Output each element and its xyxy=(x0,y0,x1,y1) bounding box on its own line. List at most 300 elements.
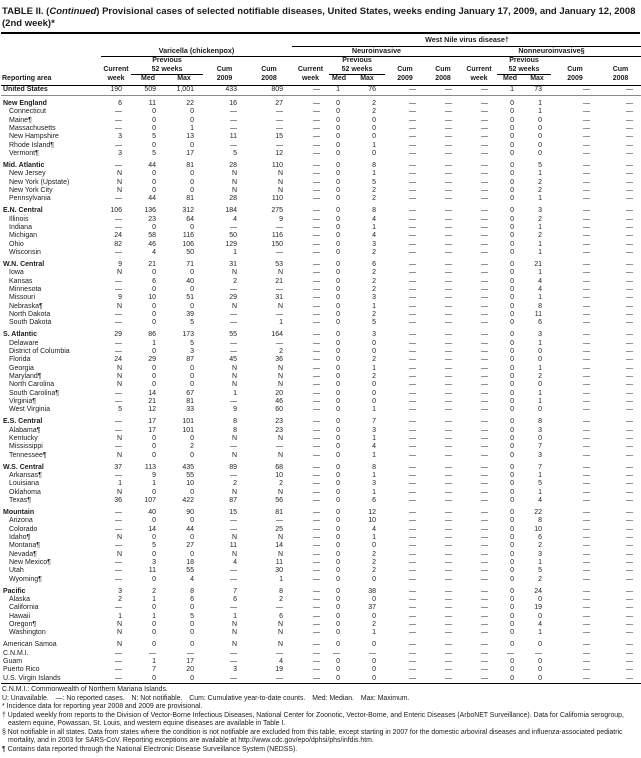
value-cell: 9 xyxy=(233,406,237,414)
value-cell: 0 xyxy=(336,550,340,558)
value-cell: — xyxy=(409,649,416,657)
table-row xyxy=(1,365,641,373)
footnote-legend: U: Unavailable. —: No reported cases. N: Not notifiable. Cum: Cumulative year-to-date counts. Med: Median. Max: Maximum. xyxy=(2,694,410,702)
value-cell: 0 xyxy=(336,347,340,355)
value-cell: 1 xyxy=(152,480,156,488)
value-cell: — xyxy=(409,443,416,451)
reporting-area-cell: Montana¶ xyxy=(9,542,41,550)
table-row xyxy=(1,257,641,269)
value-cell: — xyxy=(626,195,634,203)
value-cell: 0 xyxy=(190,186,194,194)
cum-2008-label: 2008 xyxy=(425,75,461,86)
value-cell: — xyxy=(313,641,320,649)
value-cell: — xyxy=(583,575,590,583)
value-cell: — xyxy=(409,612,416,620)
value-cell: 0 xyxy=(152,141,156,149)
value-cell: 0 xyxy=(510,150,514,157)
value-cell: — xyxy=(445,657,452,665)
value-cell: — xyxy=(313,595,320,603)
reporting-area-cell: Kentucky xyxy=(9,434,38,442)
value-cell: 1 xyxy=(538,471,542,479)
value-cell: — xyxy=(445,649,452,657)
value-cell: — xyxy=(115,508,122,516)
value-cell: 0 xyxy=(538,674,542,682)
value-cell: 9 xyxy=(118,260,122,268)
value-cell: 4 xyxy=(372,443,376,451)
value-cell: — xyxy=(583,186,590,194)
value-cell: N xyxy=(116,372,122,380)
footnote-section: § Not notifiable in all states. Data from states where the condition is not notifiable are excluded from this table, except starting in 2007 for the domestic arboviral diseases and influenza-associated pediatric mortality, and in 2003 for SARS-CoV. Reporting exceptions are available at http://www.cdc.gov/epo/dphsi/phs/infdis.htm. xyxy=(2,728,623,745)
value-cell: — xyxy=(313,587,320,595)
value-cell: 422 xyxy=(182,496,194,504)
value-cell: N xyxy=(116,488,122,496)
value-cell: — xyxy=(626,666,634,674)
value-cell: — xyxy=(313,347,320,355)
value-cell: — xyxy=(583,418,590,426)
value-cell: 51 xyxy=(186,294,194,302)
value-cell: 0 xyxy=(510,426,514,434)
value-cell: — xyxy=(445,426,452,434)
value-cell: — xyxy=(626,277,634,285)
value-cell: 0 xyxy=(336,150,340,157)
week-label: week xyxy=(101,75,131,86)
table-row xyxy=(1,179,641,187)
value-cell: — xyxy=(481,372,488,380)
value-cell: 0 xyxy=(190,434,194,442)
value-cell: 0 xyxy=(336,319,340,327)
value-cell: — xyxy=(583,587,590,595)
value-cell: — xyxy=(626,356,634,364)
value-cell: 0 xyxy=(152,488,156,496)
week-label: week xyxy=(461,75,497,86)
value-cell: — xyxy=(626,285,634,293)
value-cell: — xyxy=(481,443,488,451)
value-cell: — xyxy=(313,463,320,471)
reporting-area-cell: Pennsylvania xyxy=(9,195,51,203)
value-cell: — xyxy=(626,347,634,355)
reporting-area-cell: S. Atlantic xyxy=(3,331,37,339)
value-cell: — xyxy=(313,480,320,488)
value-cell: — xyxy=(583,285,590,293)
table-row xyxy=(1,269,641,277)
value-cell: — xyxy=(409,381,416,389)
value-cell: — xyxy=(115,575,122,583)
value-cell: — xyxy=(445,620,452,628)
value-cell: 2 xyxy=(372,567,376,575)
value-cell: — xyxy=(583,434,590,442)
value-cell: — xyxy=(313,406,320,414)
value-cell: 40 xyxy=(186,277,194,285)
value-cell: 0 xyxy=(336,170,340,178)
value-cell: N xyxy=(231,302,237,310)
value-cell: 150 xyxy=(271,240,283,248)
value-cell: N xyxy=(231,178,237,186)
value-cell: — xyxy=(276,443,283,451)
value-cell: 3 xyxy=(118,150,122,157)
value-cell: 0 xyxy=(372,641,376,649)
value-cell: 3 xyxy=(372,331,376,339)
value-cell: 0 xyxy=(510,319,514,327)
value-cell: 0 xyxy=(190,269,194,277)
value-cell: 0 xyxy=(372,575,376,583)
col-group-west-nile: West Nile virus disease† xyxy=(292,34,641,46)
value-cell: 3 xyxy=(372,240,376,248)
value-cell: 10 xyxy=(148,294,156,302)
value-cell: — xyxy=(481,418,488,426)
value-cell: N xyxy=(277,381,283,389)
value-cell: 0 xyxy=(152,550,156,558)
reporting-area-cell: Vermont¶ xyxy=(9,150,39,157)
value-cell: — xyxy=(583,389,590,397)
table-row xyxy=(1,86,641,96)
value-cell: 4 xyxy=(152,248,156,256)
value-cell: 0 xyxy=(336,223,340,231)
value-cell: — xyxy=(626,463,634,471)
value-cell: 3 xyxy=(118,587,122,595)
value-cell: — xyxy=(409,604,416,612)
value-cell: 4 xyxy=(233,558,237,566)
value-cell: 1 xyxy=(152,595,156,603)
table-row xyxy=(1,142,641,150)
value-cell: 0 xyxy=(372,666,376,674)
value-cell: — xyxy=(409,517,416,525)
value-cell: 0 xyxy=(510,517,514,525)
value-cell: 0 xyxy=(152,116,156,124)
value-cell: — xyxy=(583,381,590,389)
footnote-pilcrow: ¶ Contains data reported through the National Electronic Disease Surveillance System (NEDSS). xyxy=(2,745,298,753)
value-cell: 0 xyxy=(190,620,194,628)
value-cell: — xyxy=(409,170,416,178)
value-cell: — xyxy=(409,232,416,240)
value-cell: 0 xyxy=(538,406,542,414)
value-cell: 0 xyxy=(372,612,376,620)
value-cell: — xyxy=(409,550,416,558)
table-row xyxy=(1,204,641,216)
value-cell: 3 xyxy=(372,480,376,488)
value-cell: 28 xyxy=(229,195,237,203)
reporting-area-cell: Idaho¶ xyxy=(9,533,31,541)
value-cell: — xyxy=(276,649,283,657)
value-cell: — xyxy=(481,612,488,620)
value-cell: 0 xyxy=(510,674,514,682)
value-cell: 21 xyxy=(275,277,283,285)
value-cell: 2 xyxy=(372,285,376,293)
value-cell: 0 xyxy=(372,116,376,124)
reporting-area-cell: Minnesota xyxy=(9,285,42,293)
value-cell: 0 xyxy=(190,604,194,612)
value-cell: 82 xyxy=(114,240,122,248)
value-cell: 0 xyxy=(372,150,376,157)
value-cell: — xyxy=(583,223,590,231)
value-cell: 2 xyxy=(279,595,283,603)
value-cell: 0 xyxy=(510,207,514,215)
value-cell: — xyxy=(445,260,452,268)
value-cell: 31 xyxy=(275,294,283,302)
value-cell: — xyxy=(583,612,590,620)
table-row xyxy=(1,158,641,170)
table-row xyxy=(1,294,641,302)
value-cell: — xyxy=(230,319,237,327)
value-cell: — xyxy=(409,124,416,132)
value-cell: 1 xyxy=(372,533,376,541)
value-cell: N xyxy=(231,620,237,628)
reporting-area-cell: New Hampshire xyxy=(9,133,59,141)
value-cell: — xyxy=(626,170,634,178)
value-cell: — xyxy=(481,480,488,488)
value-cell: — xyxy=(445,248,452,256)
value-cell: — xyxy=(292,86,329,96)
value-cell: — xyxy=(409,533,416,541)
reporting-area-cell: Wisconsin xyxy=(9,248,41,256)
value-cell: — xyxy=(276,339,283,347)
value-cell: — xyxy=(481,178,488,186)
table-row xyxy=(1,435,641,443)
value-cell: — xyxy=(313,232,320,240)
value-cell: 0 xyxy=(190,170,194,178)
value-cell: — xyxy=(481,587,488,595)
value-cell: — xyxy=(626,604,634,612)
value-cell: — xyxy=(626,517,634,525)
value-cell: 24 xyxy=(534,587,542,595)
value-cell: — xyxy=(626,310,634,318)
table-row xyxy=(1,584,641,596)
value-cell: 1 xyxy=(233,612,237,620)
value-cell: 0 xyxy=(510,567,514,575)
value-cell: 4 xyxy=(372,525,376,533)
reporting-area-cell: Ohio xyxy=(9,240,24,248)
value-cell: — xyxy=(313,108,320,116)
value-cell: — xyxy=(626,240,634,248)
value-cell: 0 xyxy=(510,575,514,583)
value-cell: 0 xyxy=(336,372,340,380)
value-cell: — xyxy=(583,542,590,550)
value-cell: 50 xyxy=(229,232,237,240)
value-cell: 6 xyxy=(190,595,194,603)
value-cell: N xyxy=(116,434,122,442)
value-cell: 44 xyxy=(148,161,156,169)
value-cell: — xyxy=(409,108,416,116)
value-cell: 5 xyxy=(152,542,156,550)
value-cell: 6 xyxy=(152,277,156,285)
value-cell: 21 xyxy=(534,260,542,268)
value-cell: 2 xyxy=(538,232,542,240)
value-cell: — xyxy=(445,141,452,149)
reporting-area-cell: Florida xyxy=(9,356,31,364)
value-cell: 0 xyxy=(336,533,340,541)
value-cell: 0 xyxy=(510,550,514,558)
value-cell: 1 xyxy=(152,339,156,347)
value-cell: 55 xyxy=(229,331,237,339)
value-cell: 1 xyxy=(538,389,542,397)
value-cell: — xyxy=(626,186,634,194)
value-cell: — xyxy=(445,496,452,504)
value-cell: — xyxy=(276,108,283,116)
value-cell: — xyxy=(626,133,634,141)
value-cell: N xyxy=(116,620,122,628)
table-row xyxy=(1,460,641,472)
value-cell: 0 xyxy=(510,232,514,240)
value-cell: 0 xyxy=(510,406,514,414)
value-cell: 1 xyxy=(372,364,376,372)
value-cell: 18 xyxy=(186,558,194,566)
value-cell: — xyxy=(583,398,590,405)
value-cell: — xyxy=(385,86,425,96)
value-cell: — xyxy=(230,567,237,575)
value-cell: — xyxy=(409,331,416,339)
value-cell: — xyxy=(333,649,340,657)
table-body xyxy=(1,86,641,684)
value-cell: 5 xyxy=(538,161,542,169)
value-cell: — xyxy=(313,434,320,442)
value-cell: — xyxy=(445,525,452,533)
value-cell: 0 xyxy=(372,389,376,397)
reporting-area-cell: Puerto Rico xyxy=(3,666,40,674)
value-cell: 4 xyxy=(190,575,194,583)
value-cell: 2 xyxy=(538,372,542,380)
value-cell: — xyxy=(313,248,320,256)
value-cell: — xyxy=(409,260,416,268)
value-cell: — xyxy=(409,587,416,595)
value-cell: 14 xyxy=(148,389,156,397)
value-cell: — xyxy=(230,471,237,479)
value-cell: 0 xyxy=(336,240,340,248)
value-cell: — xyxy=(230,310,237,318)
value-cell: 0 xyxy=(510,364,514,372)
value-cell: — xyxy=(115,248,122,256)
value-cell: 5 xyxy=(538,567,542,575)
table-row xyxy=(1,187,641,195)
value-cell: — xyxy=(313,389,320,397)
value-cell: — xyxy=(313,277,320,285)
value-cell: 0 xyxy=(510,302,514,310)
cum-2008-label: 2008 xyxy=(246,75,292,86)
value-cell: 0 xyxy=(510,178,514,186)
value-cell: — xyxy=(115,124,122,132)
value-cell: — xyxy=(313,533,320,541)
value-cell: — xyxy=(626,657,634,665)
value-cell: — xyxy=(583,108,590,116)
footnote-cnmi: C.N.M.I.: Commonwealth of Northern Mariana Islands. xyxy=(2,686,168,694)
value-cell: 3 xyxy=(372,294,376,302)
value-cell: 1 xyxy=(152,657,156,665)
value-cell: 0 xyxy=(190,488,194,496)
value-cell: 0 xyxy=(152,620,156,628)
table-row xyxy=(1,567,641,575)
value-cell: 0 xyxy=(510,434,514,442)
value-cell: — xyxy=(626,302,634,310)
value-cell: 101 xyxy=(182,418,194,426)
value-cell: — xyxy=(445,133,452,141)
value-cell: — xyxy=(115,604,122,612)
value-cell: — xyxy=(583,207,590,215)
value-cell: — xyxy=(445,347,452,355)
table-row xyxy=(1,96,641,108)
value-cell: — xyxy=(481,558,488,566)
value-cell: — xyxy=(626,542,634,550)
value-cell: N xyxy=(277,550,283,558)
value-cell: 1 xyxy=(538,488,542,496)
value-cell: 0 xyxy=(152,434,156,442)
table-row xyxy=(1,613,641,621)
reporting-area-cell: Wyoming¶ xyxy=(9,575,42,583)
value-cell: 0 xyxy=(372,381,376,389)
reporting-area-cell: South Dakota xyxy=(9,319,52,327)
value-cell: 0 xyxy=(190,223,194,231)
value-cell: 0 xyxy=(336,260,340,268)
value-cell: 0 xyxy=(336,195,340,203)
value-cell: — xyxy=(313,310,320,318)
value-cell: 2 xyxy=(190,443,194,451)
table-row xyxy=(1,542,641,550)
notifiable-diseases-table xyxy=(1,34,641,684)
value-cell: 6 xyxy=(538,319,542,327)
value-cell: 29 xyxy=(114,331,122,339)
value-cell: N xyxy=(231,269,237,277)
value-cell: — xyxy=(409,488,416,496)
value-cell: 0 xyxy=(510,620,514,628)
value-cell: 0 xyxy=(152,604,156,612)
value-cell: — xyxy=(409,372,416,380)
value-cell: 10 xyxy=(368,517,376,525)
table-row xyxy=(1,638,641,650)
value-cell: N xyxy=(116,302,122,310)
value-cell: 0 xyxy=(510,99,514,107)
value-cell: 0 xyxy=(152,319,156,327)
value-cell: N xyxy=(277,178,283,186)
value-cell: 1 xyxy=(372,471,376,479)
value-cell: 0 xyxy=(538,666,542,674)
value-cell: 1 xyxy=(538,558,542,566)
value-cell: — xyxy=(230,517,237,525)
value-cell: — xyxy=(626,480,634,488)
value-cell: 50 xyxy=(186,248,194,256)
value-cell: N xyxy=(277,372,283,380)
value-cell: — xyxy=(583,496,590,504)
value-cell: 0 xyxy=(336,215,340,223)
value-cell: 55 xyxy=(186,471,194,479)
value-cell: 24 xyxy=(114,356,122,364)
value-cell: — xyxy=(276,116,283,124)
value-cell: 21 xyxy=(148,260,156,268)
value-cell: 16 xyxy=(229,99,237,107)
value-cell: — xyxy=(313,508,320,516)
value-cell: 3 xyxy=(118,133,122,141)
value-cell: 0 xyxy=(510,612,514,620)
value-cell: — xyxy=(583,533,590,541)
value-cell: 0 xyxy=(152,186,156,194)
value-cell: — xyxy=(313,141,320,149)
value-cell: — xyxy=(445,339,452,347)
value-cell: — xyxy=(481,406,488,414)
reporting-area-cell: North Dakota xyxy=(9,310,51,318)
value-cell: 2 xyxy=(372,248,376,256)
reporting-area-header: Reporting area xyxy=(1,75,101,86)
value-cell: 7 xyxy=(233,587,237,595)
value-cell: N xyxy=(116,629,122,637)
reporting-area-cell: Oklahoma xyxy=(9,488,41,496)
value-cell: 0 xyxy=(190,116,194,124)
value-cell: — xyxy=(626,141,634,149)
value-cell: — xyxy=(481,260,488,268)
value-cell: 0 xyxy=(372,133,376,141)
value-cell: — xyxy=(409,133,416,141)
table-row xyxy=(1,319,641,327)
value-cell: 1 xyxy=(538,294,542,302)
value-cell: 36 xyxy=(114,496,122,504)
value-cell: 17 xyxy=(186,657,194,665)
value-cell: — xyxy=(115,285,122,293)
value-cell: — xyxy=(583,170,590,178)
